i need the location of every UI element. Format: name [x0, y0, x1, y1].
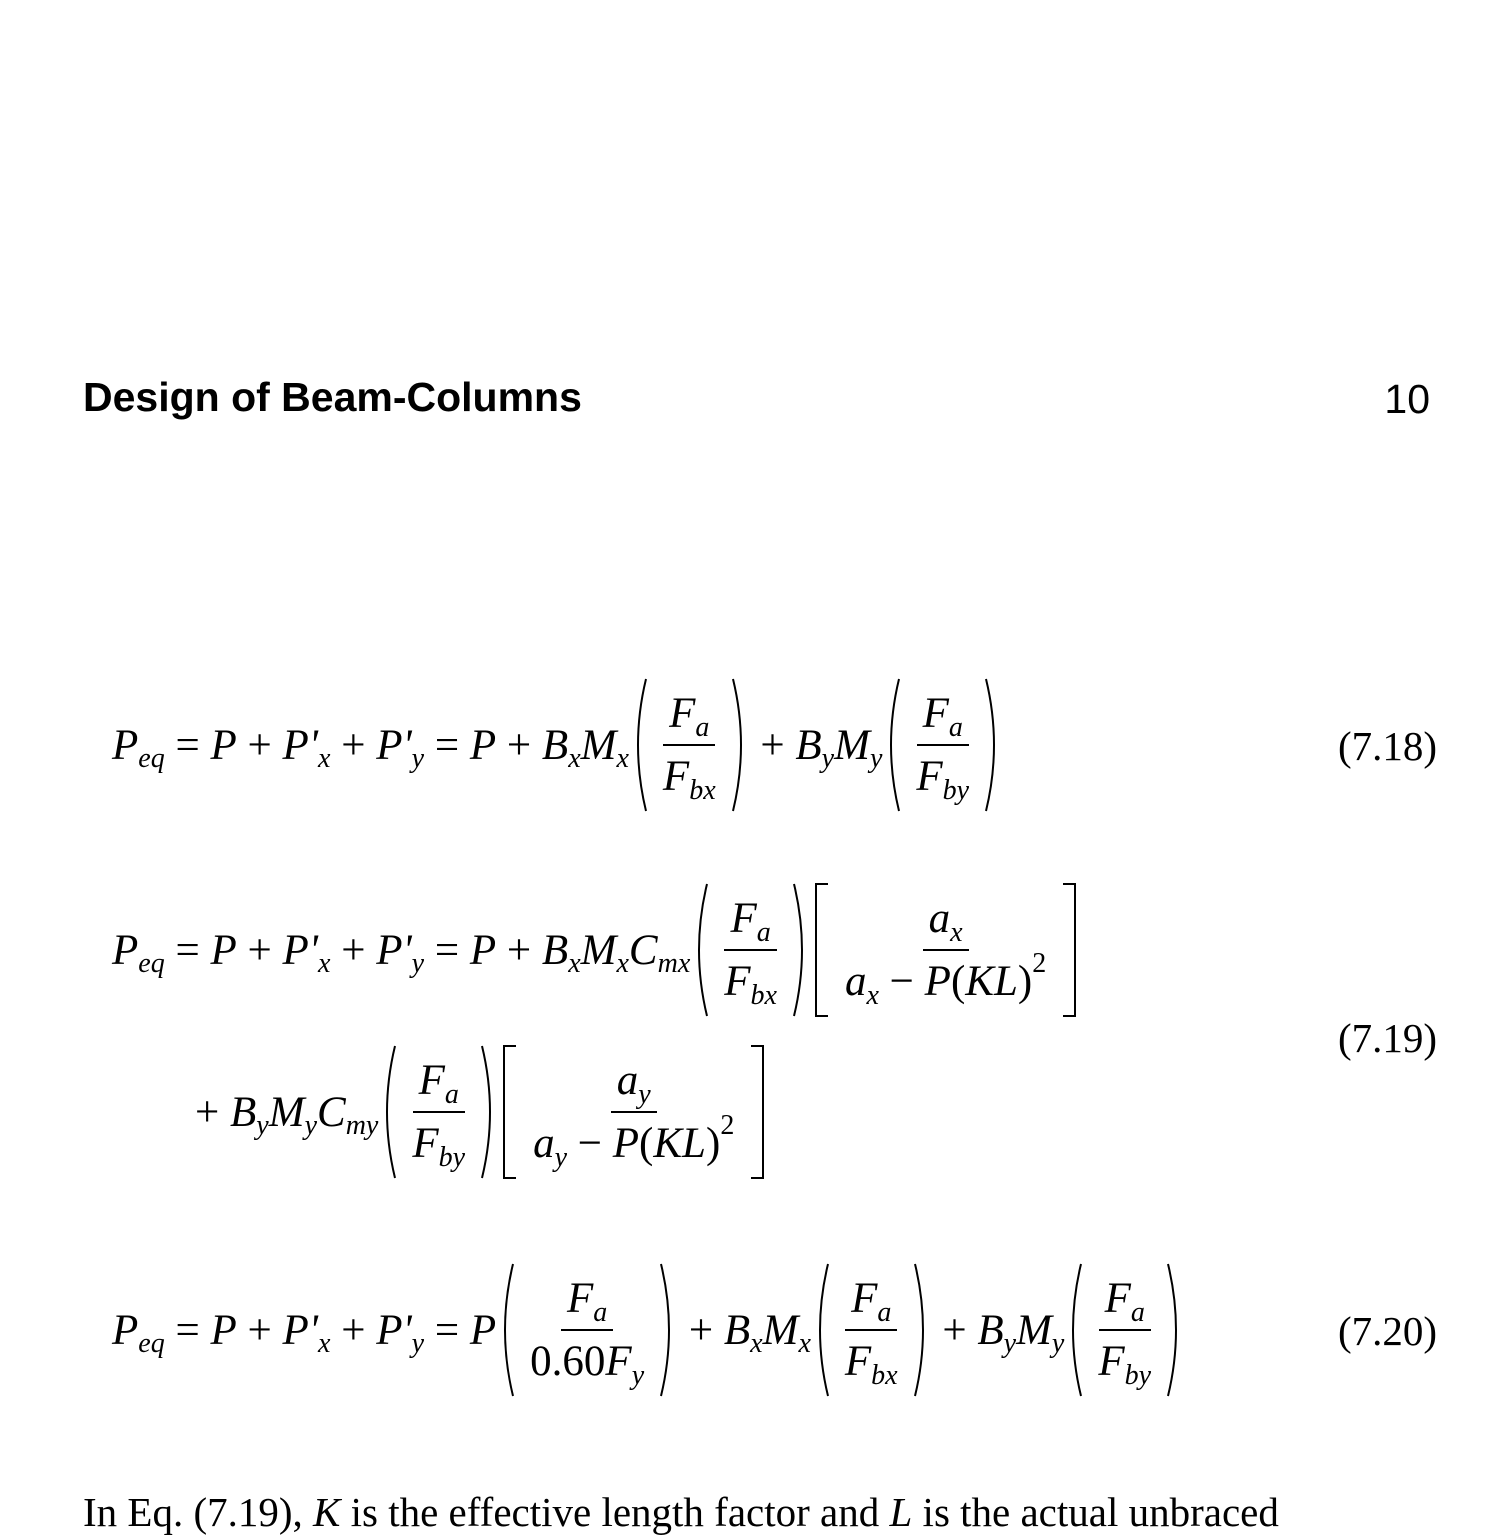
math-symbol: B — [723, 1306, 751, 1354]
math-symbol: C — [628, 926, 658, 974]
equation-7.20-line — [112, 1260, 1185, 1400]
subscript: x — [568, 743, 581, 774]
math-symbol: B — [977, 1306, 1004, 1354]
equation-7.19-line — [112, 880, 1080, 1020]
subscript: bx — [689, 774, 716, 806]
math-symbol: P — [112, 1306, 139, 1354]
math-symbol: F — [1104, 1275, 1131, 1322]
fraction — [1092, 1274, 1157, 1391]
math-symbol: P' — [282, 721, 318, 769]
bracket-left — [499, 1044, 519, 1180]
subscript: y — [1051, 1328, 1065, 1359]
page-number: 10 — [1384, 376, 1430, 422]
operator: + — [496, 721, 542, 769]
subscript: y — [411, 1328, 425, 1359]
math-symbol: F — [1098, 1338, 1125, 1385]
math-symbol: M — [1016, 1306, 1052, 1354]
parenthesis-right — [1165, 1262, 1185, 1398]
operator: + — [931, 1306, 978, 1354]
operator: + — [496, 926, 542, 974]
denominator — [839, 947, 1052, 1011]
subscript: my — [345, 1110, 379, 1141]
math-symbol: M — [762, 1306, 799, 1354]
operator: − — [567, 1120, 613, 1167]
math-symbol: F — [567, 1275, 594, 1322]
subscript: mx — [657, 948, 691, 979]
subscript: x — [616, 948, 629, 979]
math-symbol: P' — [376, 1306, 412, 1354]
math-symbol: P' — [376, 721, 412, 769]
subscript: x — [318, 1328, 331, 1359]
parenthesis-right — [791, 882, 811, 1018]
math-symbol: F — [916, 753, 943, 800]
math-symbol: B — [230, 1088, 257, 1136]
math-symbol: P — [112, 721, 139, 769]
operator: + — [195, 1088, 231, 1136]
math-symbol: C — [317, 1088, 346, 1136]
text: is the effective length factor and — [340, 1489, 890, 1535]
subscript: y — [256, 1110, 269, 1141]
operator: = — [164, 1306, 211, 1354]
numerator — [917, 689, 969, 746]
math-symbol: a — [616, 1057, 639, 1104]
operator: + — [330, 1306, 377, 1354]
math-symbol: a — [533, 1120, 555, 1167]
operator: ) — [705, 1120, 721, 1167]
fraction — [406, 1056, 471, 1173]
subscript: by — [942, 774, 970, 806]
parenthesis-right — [912, 1262, 932, 1398]
subscript: y — [411, 743, 425, 774]
parenthesis-left — [882, 677, 902, 813]
math-symbol: M — [580, 926, 617, 974]
subscript: y — [821, 743, 835, 774]
math-symbol: F — [412, 1120, 439, 1167]
subscript: x — [568, 948, 581, 979]
operator: = — [424, 1306, 470, 1354]
subscript: eq — [138, 1328, 165, 1359]
subscript: y — [638, 1078, 651, 1110]
subscript: bx — [750, 979, 777, 1011]
denominator — [910, 746, 975, 806]
subscript: y — [869, 743, 883, 774]
math-symbol: F — [605, 1338, 632, 1385]
math-symbol: F — [662, 753, 690, 800]
numerator — [1099, 1274, 1151, 1331]
subscript: x — [950, 916, 963, 948]
subscript: by — [1124, 1359, 1152, 1391]
bracket-right — [1060, 882, 1080, 1018]
subscript: a — [1130, 1296, 1145, 1328]
parenthesis-right — [479, 1044, 499, 1180]
text: In Eq. (7.19), — [83, 1489, 314, 1535]
math-symbol: M — [580, 721, 617, 769]
operator: = — [164, 721, 211, 769]
fraction — [524, 1274, 650, 1391]
parenthesis-left — [1064, 1262, 1084, 1398]
numerator — [724, 894, 776, 951]
math-symbol: P — [112, 926, 139, 974]
operator: = — [424, 926, 470, 974]
subscript: y — [554, 1141, 567, 1173]
superscript: 2 — [720, 1109, 735, 1141]
subscript: a — [756, 916, 771, 948]
operator: − — [878, 958, 925, 1005]
operator: ) — [1017, 958, 1033, 1005]
equation-number: (7.19) — [1338, 1015, 1438, 1061]
subscript: a — [695, 711, 710, 743]
math-symbol: P' — [282, 1306, 318, 1354]
equation-7.18-line — [112, 675, 1003, 815]
math-symbol: F — [730, 895, 757, 942]
subscript: a — [948, 711, 963, 743]
subscript: y — [411, 948, 425, 979]
numerator — [561, 1274, 613, 1331]
math-symbol: B — [541, 721, 569, 769]
operator: + — [330, 926, 377, 974]
math-symbol: a — [844, 958, 867, 1005]
numerator — [845, 1274, 897, 1331]
subscript: y — [1003, 1328, 1017, 1359]
parenthesis-left — [378, 1044, 398, 1180]
numerator — [923, 894, 969, 951]
operator: = — [164, 926, 211, 974]
denominator — [839, 1331, 904, 1391]
subscript: x — [798, 1328, 811, 1359]
fraction — [657, 689, 722, 806]
operator: ( — [950, 958, 966, 1005]
operator: + — [749, 721, 796, 769]
operator: + — [236, 926, 283, 974]
subscript: a — [444, 1078, 459, 1110]
subscript: x — [318, 948, 331, 979]
numerator — [663, 689, 715, 746]
denominator — [527, 1109, 740, 1173]
math-symbol: KL — [653, 1120, 706, 1167]
subscript: a — [593, 1296, 608, 1328]
math-symbol: B — [795, 721, 822, 769]
subscript: x — [318, 743, 331, 774]
equation-number: (7.18) — [1338, 723, 1438, 769]
math-symbol: M — [834, 721, 870, 769]
math-symbol: a — [928, 895, 951, 942]
body-paragraph — [83, 1488, 1279, 1536]
math-symbol: F — [844, 1338, 872, 1385]
parenthesis-left — [496, 1262, 516, 1398]
fraction — [527, 1056, 740, 1173]
parenthesis-left — [811, 1262, 831, 1398]
denominator — [657, 746, 722, 806]
subscript: a — [877, 1296, 892, 1328]
math-symbol: KL — [965, 958, 1018, 1005]
bracket-left — [811, 882, 831, 1018]
subscript: eq — [138, 948, 165, 979]
parenthesis-right — [730, 677, 750, 813]
numerator — [611, 1056, 657, 1113]
math-symbol: P — [210, 1306, 237, 1354]
operator: 0.60 — [530, 1338, 606, 1385]
section-title: Design of Beam-Columns — [83, 374, 582, 420]
operator: ( — [639, 1120, 654, 1167]
operator: = — [424, 721, 470, 769]
parenthesis-left — [629, 677, 649, 813]
subscript: y — [304, 1110, 317, 1141]
math-symbol: P — [210, 926, 237, 974]
math-symbol: P — [469, 721, 497, 769]
operator: + — [678, 1306, 724, 1354]
math-symbol: P — [469, 926, 497, 974]
parenthesis-right — [983, 677, 1003, 813]
math-symbol: F — [724, 958, 751, 1005]
subscript: x — [750, 1328, 763, 1359]
operator: + — [330, 721, 377, 769]
subscript: x — [866, 979, 879, 1011]
math-symbol: F — [922, 690, 949, 737]
parenthesis-left — [690, 882, 710, 1018]
symbol: L — [889, 1489, 913, 1535]
fraction — [910, 689, 975, 806]
parenthesis-right — [658, 1262, 678, 1398]
math-symbol: P — [924, 958, 951, 1005]
equation-7.19-line — [195, 1042, 768, 1182]
fraction — [839, 894, 1052, 1011]
math-symbol: P — [469, 1306, 497, 1354]
denominator — [1092, 1331, 1157, 1391]
subscript: x — [616, 743, 629, 774]
subscript: by — [438, 1141, 466, 1173]
symbol: K — [313, 1489, 341, 1535]
denominator — [524, 1331, 650, 1391]
math-symbol: F — [418, 1057, 445, 1104]
equation-number: (7.20) — [1338, 1308, 1438, 1354]
fraction — [718, 894, 783, 1011]
subscript: eq — [138, 743, 165, 774]
math-symbol: P' — [282, 926, 318, 974]
operator: + — [236, 721, 283, 769]
math-symbol: P — [210, 721, 237, 769]
text: is the actual unbraced — [912, 1489, 1279, 1535]
math-symbol: F — [851, 1275, 878, 1322]
subscript: y — [631, 1359, 645, 1391]
math-symbol: B — [541, 926, 569, 974]
math-symbol: P — [612, 1120, 640, 1167]
fraction — [839, 1274, 904, 1391]
denominator — [406, 1113, 471, 1173]
denominator — [718, 951, 783, 1011]
operator: + — [236, 1306, 283, 1354]
subscript: bx — [871, 1359, 898, 1391]
numerator — [413, 1056, 465, 1113]
math-symbol: F — [669, 690, 696, 737]
math-symbol: M — [268, 1088, 305, 1136]
bracket-right — [748, 1044, 768, 1180]
math-symbol: P' — [376, 926, 412, 974]
superscript: 2 — [1032, 947, 1047, 979]
